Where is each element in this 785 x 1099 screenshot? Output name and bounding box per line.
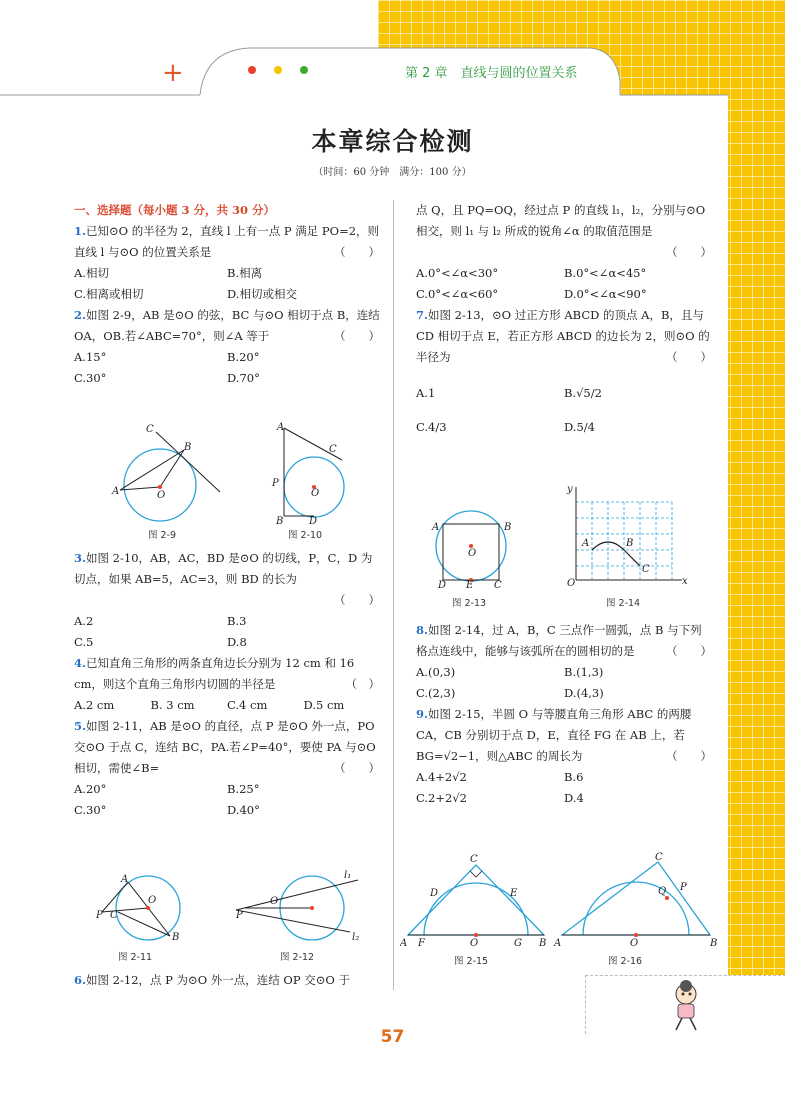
svg-text:C: C (655, 852, 663, 863)
q6-options: A.0°<∠α<30° B.0°<∠α<45° C.0°<∠α<60° D.0°<∠α<90° (416, 266, 647, 301)
right-column-lower (416, 620, 712, 809)
left-column-lower: 3.如图 2-10，AB，AC，BD 是⊙O 的切线，P，C，D 为切点，如果 AB=5，AC=3，则 BD 的长为 （ ） A.2 B.3 C.5 D.8 4.已知直角三角形的两条直角边长分别为 12 cm 和 16 cm，则这个直角三角形内切圆的半径是 （ ） A.2 cm B. 3 cm C.4 cm D.5 cm 5.如图 2-11，AB 是⊙O 的直径，点 P 是⊙O 外一点，PO 交⊙O 于点 C，连结 BC，PA.若∠P=40°，要使 PA 与⊙O 相切，需使∠B= （ ） A.20° B.25° C.30° D.40° (74, 548, 380, 821)
svg-text:O: O (630, 938, 639, 949)
yellow-dot-icon (274, 66, 282, 74)
svg-text:O: O (311, 488, 320, 499)
svg-text:图 2-15: 图 2-15 (454, 956, 489, 967)
header-tab (0, 0, 785, 140)
svg-text:D: D (430, 888, 439, 899)
svg-text:D: D (309, 516, 318, 527)
svg-text:C: C (494, 580, 502, 591)
green-dot-icon (300, 66, 308, 74)
svg-text:C: C (146, 424, 154, 435)
svg-text:A: A (554, 938, 562, 949)
svg-text:图 2-11: 图 2-11 (118, 952, 153, 963)
svg-text:图 2-13: 图 2-13 (452, 598, 487, 609)
svg-text:图 2-10: 图 2-10 (288, 530, 323, 541)
q4-options: A.2 cm B. 3 cm C.4 cm D.5 cm (74, 698, 345, 712)
page-subtitle: （时间：60 分钟 满分：100 分） (313, 167, 472, 178)
svg-text:O: O (470, 938, 479, 949)
svg-text:O: O (157, 490, 166, 501)
section-heading: 一、选择题（每小题 3 分，共 30 分） (74, 203, 276, 217)
plus-icon: + (162, 58, 184, 88)
svg-text:O: O (148, 895, 157, 906)
svg-text:E: E (510, 888, 518, 899)
question-2: 2.如图 2-9，AB 是⊙O 的弦，BC 与⊙O 相切于点 B，连结 OA，OB.若∠ABC=70°，则∠A 等于 （ ） (74, 308, 380, 343)
svg-text:B: B (539, 938, 547, 949)
question-6-cont: 点 Q，且 PQ=OQ，经过点 P 的直线 l₁，l₂，分别与⊙O 相交，则 l₁ 与 l₂ 所成的锐角∠α 的取值范围是 (416, 203, 706, 238)
question-4: 4.已知直角三角形的两条直角边长分别为 12 cm 和 16 cm，则这个直角三角形内切圆的半径是 （ ） (74, 656, 380, 691)
svg-text:B: B (710, 938, 718, 949)
svg-text:E: E (466, 580, 474, 591)
q1-options: A.相切 B.相离 C.相离或相切 D.相切或相交 (74, 266, 297, 301)
left-column (74, 200, 380, 389)
svg-text:l₂: l₂ (352, 932, 360, 943)
svg-text:C: C (110, 910, 118, 921)
svg-text:B: B (626, 538, 634, 549)
page-title: 本章综合检测 (311, 127, 474, 156)
svg-text:图 2-16: 图 2-16 (608, 956, 643, 967)
figure-2-15-and-2-16 (400, 850, 725, 970)
q9-options: A.4+2√2 B.6 C.2+2√2 D.4 (416, 770, 584, 805)
figure-2-11-and-2-12 (90, 870, 380, 965)
q7-options: A.1 B.√5/2 C.4/3 D.5/4 (416, 386, 602, 434)
question-6-start: 6.如图 2-12，点 P 为⊙O 外一点，连结 OP 交⊙O 于 (74, 973, 350, 987)
svg-text:A: A (582, 538, 590, 549)
q5-options: A.20° B.25° C.30° D.40° (74, 782, 260, 817)
page-number: 57 (380, 1027, 405, 1047)
svg-text:C: C (642, 564, 650, 575)
svg-text:B: B (276, 516, 284, 527)
svg-text:B: B (504, 522, 512, 533)
svg-text:O: O (567, 578, 576, 589)
svg-text:F: F (418, 938, 425, 949)
right-column: 点 Q，且 PQ=OQ，经过点 P 的直线 l₁，l₂，分别与⊙O 相交，则 l₁ 与 l₂ 所成的锐角∠α 的取值范围是 （ ） A.0°<∠α<30° B.0°<∠α<45° C.0°<∠α<60° D.0°<∠α<90° 7.如图 2-13，⊙O 过正方形 ABCD 的顶点 A，B，且与 CD 相切于点 E，若正方形 ABCD 的边长为 2，则⊙O 的半径为 （ ） A.1 B.√5/2 C.4/3 D.5/4 (416, 200, 712, 444)
svg-text:C: C (470, 854, 478, 865)
svg-text:P: P (96, 910, 103, 921)
question-9: 9.如图 2-15，半圆 O 与等腰直角三角形 ABC 的两腰 CA，CB 分别切于点 D，E，直径 FG 在 AB 上，若 BG=√2−1，则△ABC 的周长为 （ ） (416, 707, 712, 763)
svg-text:C: C (329, 444, 337, 455)
figure-2-9-and-2-10 (110, 420, 380, 545)
svg-text:l₁: l₁ (344, 870, 352, 881)
q2-options: A.15° B.20° C.30° D.70° (74, 350, 260, 385)
svg-text:A: A (112, 486, 120, 497)
svg-text:A: A (121, 874, 129, 885)
svg-text:G: G (514, 938, 522, 949)
q3-options: A.2 B.3 C.5 D.8 (74, 614, 247, 649)
svg-text:O: O (270, 896, 279, 907)
column-divider (393, 200, 394, 990)
svg-text:y: y (567, 484, 573, 495)
svg-text:A: A (277, 422, 285, 433)
question-7: 7.如图 2-13，⊙O 过正方形 ABCD 的顶点 A，B，且与 CD 相切于点 E，若正方形 ABCD 的边长为 2，则⊙O 的半径为 （ ） (416, 308, 712, 364)
svg-text:B: B (172, 932, 180, 943)
svg-text:图 2-14: 图 2-14 (606, 598, 641, 609)
svg-text:A: A (400, 938, 408, 949)
svg-text:P: P (680, 882, 687, 893)
question-3: 3.如图 2-10，AB，AC，BD 是⊙O 的切线，P，C，D 为切点，如果 AB=5，AC=3，则 BD 的长为 (74, 551, 373, 586)
figure-2-13-and-2-14 (420, 482, 700, 612)
svg-text:B: B (184, 442, 192, 453)
svg-text:x: x (682, 576, 688, 587)
question-8: 8.如图 2-14，过 A，B，C 三点作一圆弧，点 B 与下列格点连线中，能够与该弧所在的圆相切的是 （ ） (416, 623, 712, 658)
q8-options: A.(0,3) B.(1,3) C.(2,3) D.(4,3) (416, 665, 604, 700)
svg-text:D: D (438, 580, 447, 591)
question-1: 1.已知⊙O 的半径为 2，直线 l 上有一点 P 满足 PO=2，则直线 l 与⊙O 的位置关系是 （ ） (74, 224, 380, 259)
svg-text:P: P (236, 910, 243, 921)
svg-text:图 2-9: 图 2-9 (148, 530, 177, 541)
red-dot-icon (248, 66, 256, 74)
question-5: 5.如图 2-11，AB 是⊙O 的直径，点 P 是⊙O 外一点，PO 交⊙O 于点 C，连结 BC，PA.若∠P=40°，要使 PA 与⊙O 相切，需使∠B= （ ） (74, 719, 380, 775)
svg-text:Q: Q (658, 886, 667, 897)
svg-text:O: O (468, 548, 477, 559)
chapter-title: 第 2 章 直线与圆的位置关系 (405, 66, 578, 81)
svg-text:图 2-12: 图 2-12 (280, 952, 315, 963)
svg-text:P: P (272, 478, 279, 489)
svg-text:A: A (432, 522, 440, 533)
